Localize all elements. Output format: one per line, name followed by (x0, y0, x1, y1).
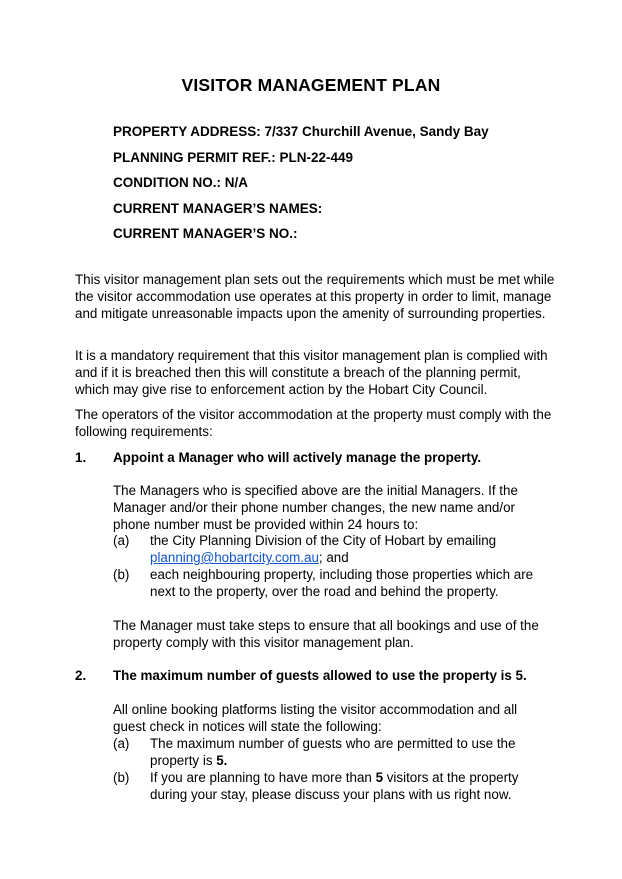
item-text (150, 532, 550, 566)
document-title: VISITOR MANAGEMENT PLAN (181, 75, 441, 95)
section-1-paragraph-1: The Managers who is specified above are the initial Managers. If the Manager and/or their phone number changes, the new name and/or phone number must be provided within 24 hours to: (113, 483, 518, 532)
section-2-heading (75, 667, 527, 684)
section-1-paragraph-2: The Manager must take steps to ensure that all bookings and use of the property comply with this visitor management plan. (113, 618, 539, 650)
visitor-limit-value: 5 (375, 770, 384, 785)
item-text-end: ; and (318, 550, 349, 565)
item-label: (a) (113, 736, 130, 751)
current-managers-no: CURRENT MANAGER’S NO.: (113, 226, 298, 241)
item-text-start: the City Planning Division of the City of Hobart by emailing (150, 533, 497, 548)
item-text (150, 735, 550, 769)
item-text: each neighbouring property, including those properties which are next to the property, over the road and behind the property. (150, 567, 534, 599)
section-2-title: The maximum number of guests allowed to use the property is 5. (113, 668, 527, 683)
section-2-paragraph-1: All online booking platforms listing the visitor accommodation and all guest check in notices will state the following: (113, 702, 518, 734)
intro-paragraph-3: The operators of the visitor accommodation at the property must comply with the following requirements: (75, 407, 552, 439)
item-label: (b) (113, 567, 130, 582)
current-managers-names: CURRENT MANAGER’S NAMES: (113, 200, 323, 216)
max-guests-value: 5. (216, 753, 228, 768)
intro-paragraph-2: It is a mandatory requirement that this visitor management plan is complied with and if it is breached then this will constitute a breach of the planning permit, which may give rise to enforcement action by the Hobart City Council. (75, 348, 548, 397)
email-link[interactable]: planning@hobartcity.com.au (150, 550, 319, 565)
item-label: (b) (113, 770, 130, 785)
planning-permit-ref: PLANNING PERMIT REF.: PLN-22-449 (113, 149, 354, 165)
item-text-start: The maximum number of guests who are permitted to use the property is (150, 736, 516, 768)
item-label: (a) (113, 533, 130, 548)
section-1-title: Appoint a Manager who will actively manage the property. (113, 450, 482, 465)
section-2-number: 2. (75, 668, 87, 683)
condition-no: CONDITION NO.: N/A (113, 175, 248, 190)
item-text-start: If you are planning to have more than (150, 770, 376, 785)
intro-paragraph-1: This visitor management plan sets out the requirements which must be met while the visitor accommodation use operates at this property in order to limit, manage and mitigate unreasonable impacts upon the amenity of surrounding properties. (75, 272, 555, 321)
section-1-number: 1. (75, 450, 87, 465)
section-1-heading (75, 449, 481, 466)
property-info-block (113, 124, 489, 252)
item-text (150, 769, 550, 803)
item-text-end: visitors at the property during your stay, please discuss your plans with us right now. (150, 770, 519, 802)
property-address: PROPERTY ADDRESS: 7/337 Churchill Avenue, Sandy Bay (113, 124, 489, 139)
